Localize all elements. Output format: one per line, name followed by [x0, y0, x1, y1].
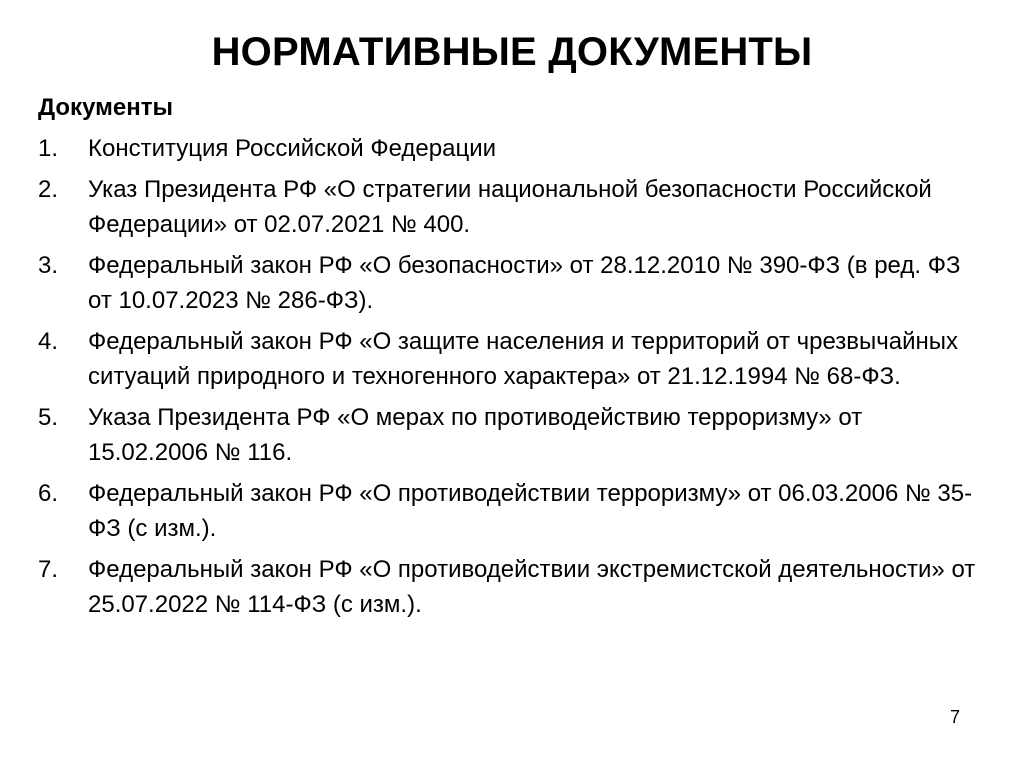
- list-item-number: 7.: [38, 556, 59, 583]
- document-list: [38, 131, 988, 628]
- list-item-number: 1.: [38, 135, 59, 162]
- list-item-number: 5.: [38, 404, 59, 431]
- list-item: [38, 172, 988, 242]
- list-item-number: 2.: [38, 176, 59, 203]
- list-item-number: 4.: [38, 328, 59, 355]
- list-item-number: 3.: [38, 252, 59, 279]
- list-item-text: Федеральный закон РФ «О безопасности» от 28.12.2010 № 390-ФЗ (в ред. ФЗ от 10.07.2023 № 286-ФЗ).: [88, 252, 961, 314]
- list-item-text: Конституция Российской Федерации: [88, 135, 497, 162]
- slide-title: НОРМАТИВНЫЕ ДОКУМЕНТЫ: [211, 30, 813, 74]
- list-item-text: Указ Президента РФ «О стратегии национальной безопасности Российской Федерации» от 02.07.2021 № 400.: [88, 176, 932, 238]
- list-item-text: Федеральный закон РФ «О защите населения и территорий от чрезвычайных ситуаций природного и техногенного характера» от 21.12.1994 № 68-ФЗ.: [88, 328, 959, 390]
- page-number: 7: [950, 707, 961, 727]
- list-item: [38, 324, 988, 394]
- list-item: [38, 248, 988, 318]
- section-heading: Документы: [38, 94, 173, 121]
- list-item: [38, 552, 988, 622]
- list-item-text: Федеральный закон РФ «О противодействии терроризму» от 06.03.2006 № 35-ФЗ (с изм.).: [88, 480, 973, 542]
- list-item-number: 6.: [38, 480, 59, 507]
- list-item: [38, 131, 988, 166]
- list-item-text: Федеральный закон РФ «О противодействии экстремистской деятельности» от 25.07.2022 № 114-ФЗ (с изм.).: [88, 556, 976, 618]
- list-item: [38, 476, 988, 546]
- list-item: [38, 400, 988, 470]
- list-item-text: Указа Президента РФ «О мерах по противодействию терроризму» от 15.02.2006 № 116.: [88, 404, 863, 466]
